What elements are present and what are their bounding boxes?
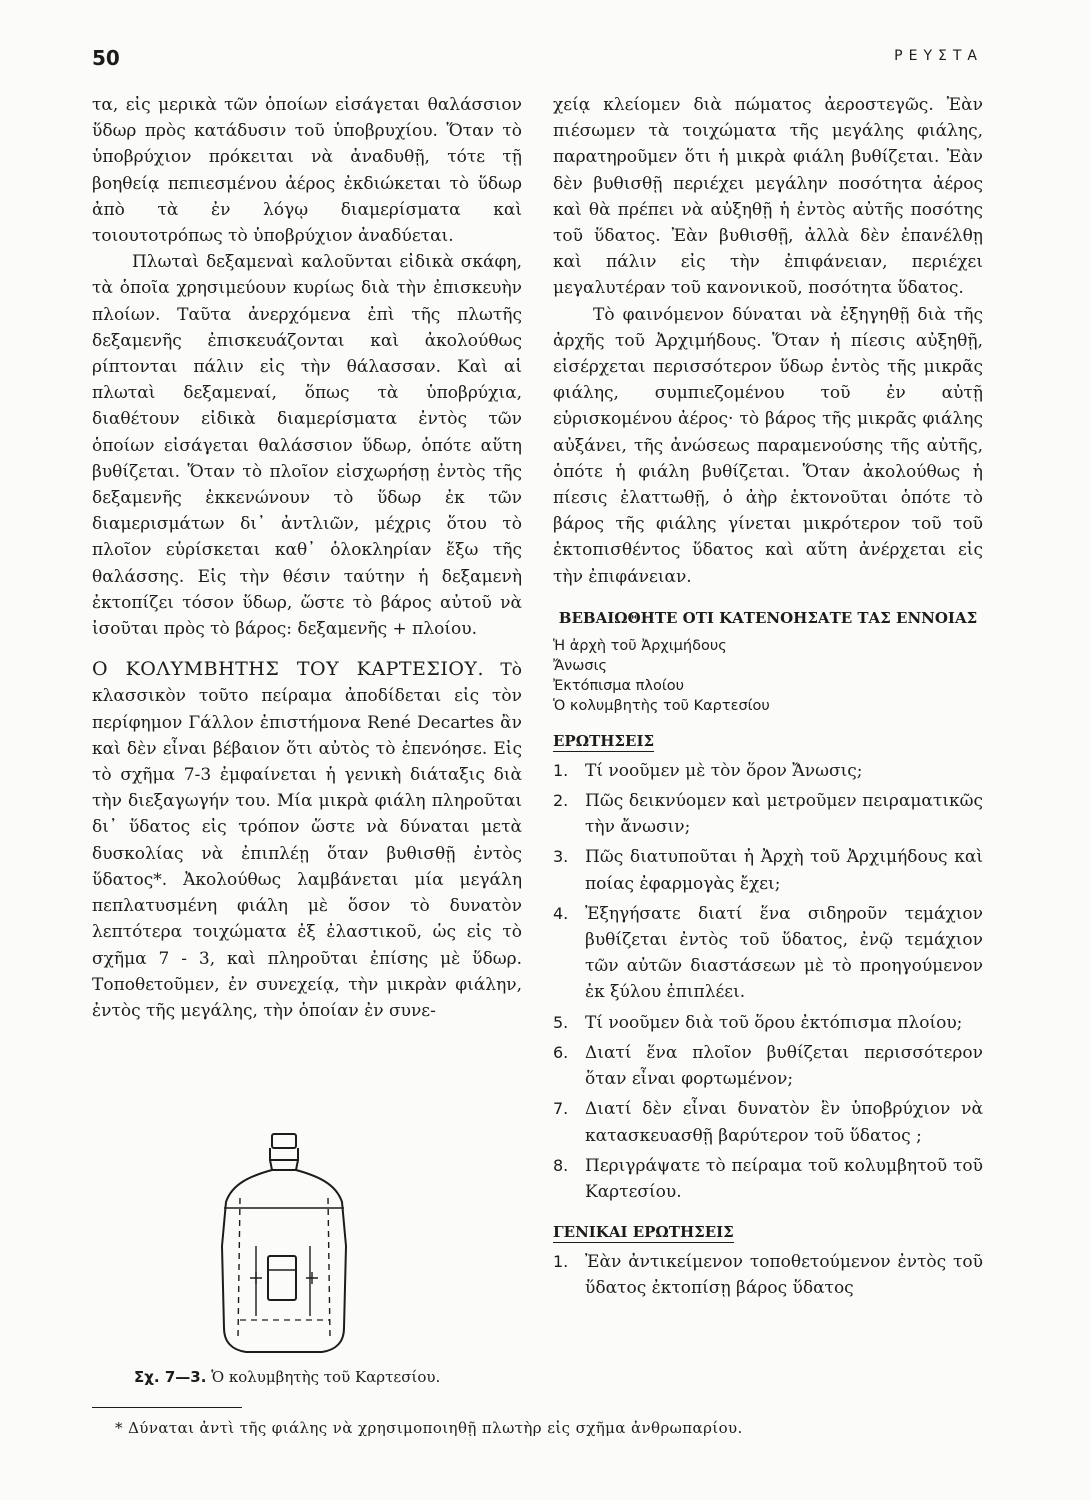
general-question-item: 1. Ἐὰν ἀντικείμενον τοποθετούμενον ἐντὸς τοῦ ὕδατος ἐκτοπίσῃ βάρος ὕδατος [553,1252,983,1299]
paragraph-floating-docks: Πλωταὶ δεξαμεναὶ καλοῦνται εἰδικὰ σκάφη, τὰ ὁποῖα χρησιμεύουν κυρίως διὰ τὴν ἐπισκευὴν πλοίων. Ταῦτα ἀνερχόμενα ἐπὶ τῆς πλωτῆς δεξαμενῆς ἐπισκευάζονται καὶ ἀκολούθως ρίπτονται πάλιν εἰς τὴν θάλασσαν. Καὶ αἱ πλωταὶ δεξαμεναί, ὅπως τὰ ὑποβρύχια, διαθέτουν εἰδικὰ διαμερίσματα ἐντὸς τῶν ὁποίων εἰσάγεται θαλάσσιον ὕδωρ, ὁπότε αὕτη βυθίζεται. Ὅταν τὸ πλοῖον εἰσχωρήσῃ ἐντὸς τῆς δεξαμενῆς ἐκκενώνουν τὸ ὕδωρ ἐκ τῶν διαμερισμάτων δι᾽ ἀντλιῶν, μέχρις ὅτου τὸ πλοῖον εὑρίσκεται καθ᾽ ὁλοκληρίαν ἔξω τῆς θαλάσσης. Εἰς τὴν θέσιν ταύτην ἡ δεξαμενὴ ἐκτοπίζει τόσον ὕδωρ, ὥστε τὸ βάρος αὐτοῦ νὰ ἰσοῦται πρὸς τὸ βάρος: δεξαμενῆς + πλοίου. [92,252,522,640]
concepts-list [553,636,983,716]
question-item: 7. Διατί δὲν εἶναι δυνατὸν ἓν ὑποβρύχιον νὰ κατασκευασθῇ βαρύτερον τοῦ ὕδατος ; [553,1099,983,1146]
concept-item: Ἐκτόπισμα πλοίου [553,677,685,694]
question-item: 1. Τί νοοῦμεν μὲ τὸν ὅρον Ἄνωσις; [553,760,863,781]
section-title: Ο ΚΟΛΥΜΒΗΤΗΣ ΤΟΥ ΚΑΡΤΕΣΙΟΥ. [92,658,485,681]
figure-cartesian-diver [210,1128,360,1363]
paragraph-cartesian-diver [92,656,522,1024]
right-column [553,92,983,1306]
question-item: 5. Τί νοοῦμεν διὰ τοῦ ὅρου ἐκτόπισμα πλοίου; [553,1012,963,1033]
bottle-illustration [210,1128,360,1363]
general-questions-heading: ΓΕΝΙΚΑΙ ΕΡΩΤΗΣΕΙΣ [553,1223,734,1242]
question-item: 8. Περιγράψατε τὸ πείραμα τοῦ κολυμβητοῦ τοῦ Καρτεσίου. [553,1155,983,1202]
left-column [92,92,522,1024]
question-item: 6. Διατί ἕνα πλοῖον βυθίζεται περισσότερον ὅταν εἶναι φορτωμένον; [553,1042,983,1090]
paragraph-explanation: Τὸ φαινόμενον δύναται νὰ ἐξηγηθῇ διὰ τῆς ἀρχῆς τοῦ Ἀρχιμήδους. Ὅταν ἡ πίεσις αὐξηθῇ, εἰσέρχεται περισσότερον ὕδωρ ἐντὸς τῆς μικρᾶς φιάλης, συμπιεζομένου τοῦ ἐν αὐτῇ εὑρισκομένου ἀέρος· τὸ βάρος τῆς μικρᾶς φιάλης αὐξάνει, τῆς ἀνώσεως παραμενούσης τῆς αὐτῆς, ὁπότε ἡ φιάλη βυθίζεται. Ὅταν ἀκολούθως ἡ πίεσις ἐλαττωθῇ, ὁ ἀὴρ ἐκτονοῦται ὁπότε τὸ βάρος τῆς φιάλης γίνεται μικρότερον τοῦ τοῦ ἐκτοπισθέντος ὕδατος καὶ αὕτη ἀνέρχεται εἰς τὴν ἐπιφάνειαν. [553,304,983,587]
paragraph-submarine: τα, εἰς μερικὰ τῶν ὁποίων εἰσάγεται θαλάσσιον ὕδωρ πρὸς κατάδυσιν τοῦ ὑποβρυχίου. Ὅταν τὸ ὑποβρύχιον πρόκειται νὰ ἀναδυθῇ, τότε τῇ βοηθείᾳ πεπιεσμένου ἀέρος ἐκδιώκεται τὸ ὕδωρ ἀπὸ τὰ ἐν λόγῳ διαμερίσματα καὶ τοιουτοτρόπως τὸ ὑποβρύχιον ἀναδύεται. [92,95,522,247]
page-number: 50 [92,46,120,70]
concept-item: Ὁ κολυμβητὴς τοῦ Καρτεσίου [553,697,770,714]
paragraph-experiment-continued: χείᾳ κλείομεν διὰ πώματος ἀεροστεγῶς. Ἐὰν πιέσωμεν τὰ τοιχώματα τῆς μεγάλης φιάλης, παρατηροῦμεν ὅτι ἡ μικρὰ φιάλη βυθίζεται. Ἐὰν δὲν βυθισθῇ περιέχει μεγάλην ποσότητα ἀέρος καὶ θὰ πρέπει νὰ αὐξηθῇ ἡ ἐντὸς αὐτῆς ποσότης τοῦ ὕδατος. Ἐὰν βυθισθῇ, ἀλλὰ δὲν ἐπανέλθῃ καὶ πάλιν εἰς τὴν ἐπιφάνειαν, περιέχει μεγαλυτέραν τοῦ κανονικοῦ, ποσότητα ὕδατος. [553,95,983,299]
footnote: * Δύναται ἀντὶ τῆς φιάλης νὰ χρησιμοποιηθῇ πλωτὴρ εἰς σχῆμα ἀνθρωπαρίου. [115,1419,743,1437]
concept-item: Ἡ ἀρχὴ τοῦ Ἀρχιμήδους [553,637,727,654]
question-item: 4. Ἐξηγήσατε διατί ἕνα σιδηροῦν τεμάχιον βυθίζεται ἐντὸς τοῦ ὕδατος, ἐνῷ τεμάχιον τῶν αὐτῶν διαστάσεων μὲ τὸ προηγούμενον ἐκ ξύλου ἐπιπλέει. [553,903,983,1003]
general-questions-list [553,1249,983,1301]
question-item: 3. Πῶς διατυποῦται ἡ Ἀρχὴ τοῦ Ἀρχιμήδους καὶ ποίας ἐφαρμογὰς ἔχει; [553,847,983,894]
figure-caption-text: Ὁ κολυμβητὴς τοῦ Καρτεσίου. [211,1368,441,1386]
running-head: ΡΕΥΣΤΑ [894,48,983,64]
bottle-cap [272,1134,296,1148]
questions-list [553,758,983,1205]
concepts-heading: ΒΕΒΑΙΩΘΗΤΕ ΟΤΙ ΚΑΤΕΝΟΗΣΑΤΕ ΤΑΣ ΕΝΝΟΙΑΣ [558,608,978,627]
concept-item: Ἄνωσις [553,657,607,674]
cartesian-diver-text: Τὸ κλασσικὸν τοῦτο πείραμα ἀποδίδεται εἰς τὸν περίφημον Γάλλον ἐπιστήμονα René Decartes ἂν καὶ δὲν εἶναι βέβαιον ὅτι αὐτὸς τὸ ἐπενόησε. Εἰς τὸ σχῆμα 7-3 ἐμφαίνεται ἡ γενικὴ διάταξις διὰ τὴν διεξαγωγήν του. Μία μικρὰ φιάλη πληροῦται δι᾽ ὕδατος εἰς τρόπον ὥστε νὰ δύναται μετὰ δυσκολίας νὰ ἐπιπλέῃ ὅταν βυθισθῇ ἐντὸς ὕδατος*. Ἀκολούθως λαμβάνεται μία μεγάλη πεπλατυσμένη φιάλη μὲ ὅσον τὸ δυνατὸν λεπτότερα τοιχώματα ἐξ ἐλαστικοῦ, ὡς εἰς τὸ σχῆμα 7 - 3, καὶ πληροῦται ἐπίσης μὲ ὕδωρ. Τοποθετοῦμεν, ἐν συνεχείᾳ, τὴν μικρὰν φιάλην, ἐντὸς τῆς μεγάλης, τὴν ὁποίαν ἐν συνε- [92,660,522,1021]
large-flask [222,1170,346,1352]
figure-caption-label: Σχ. 7—3. [134,1368,207,1386]
question-item: 2. Πῶς δεικνύομεν καὶ μετροῦμεν πειραματικῶς τὴν ἄνωσιν; [553,791,983,838]
small-vial [268,1256,296,1300]
questions-heading: ΕΡΩΤΗΣΕΙΣ [553,731,655,750]
figure-caption [134,1368,440,1386]
footnote-rule [92,1407,242,1408]
